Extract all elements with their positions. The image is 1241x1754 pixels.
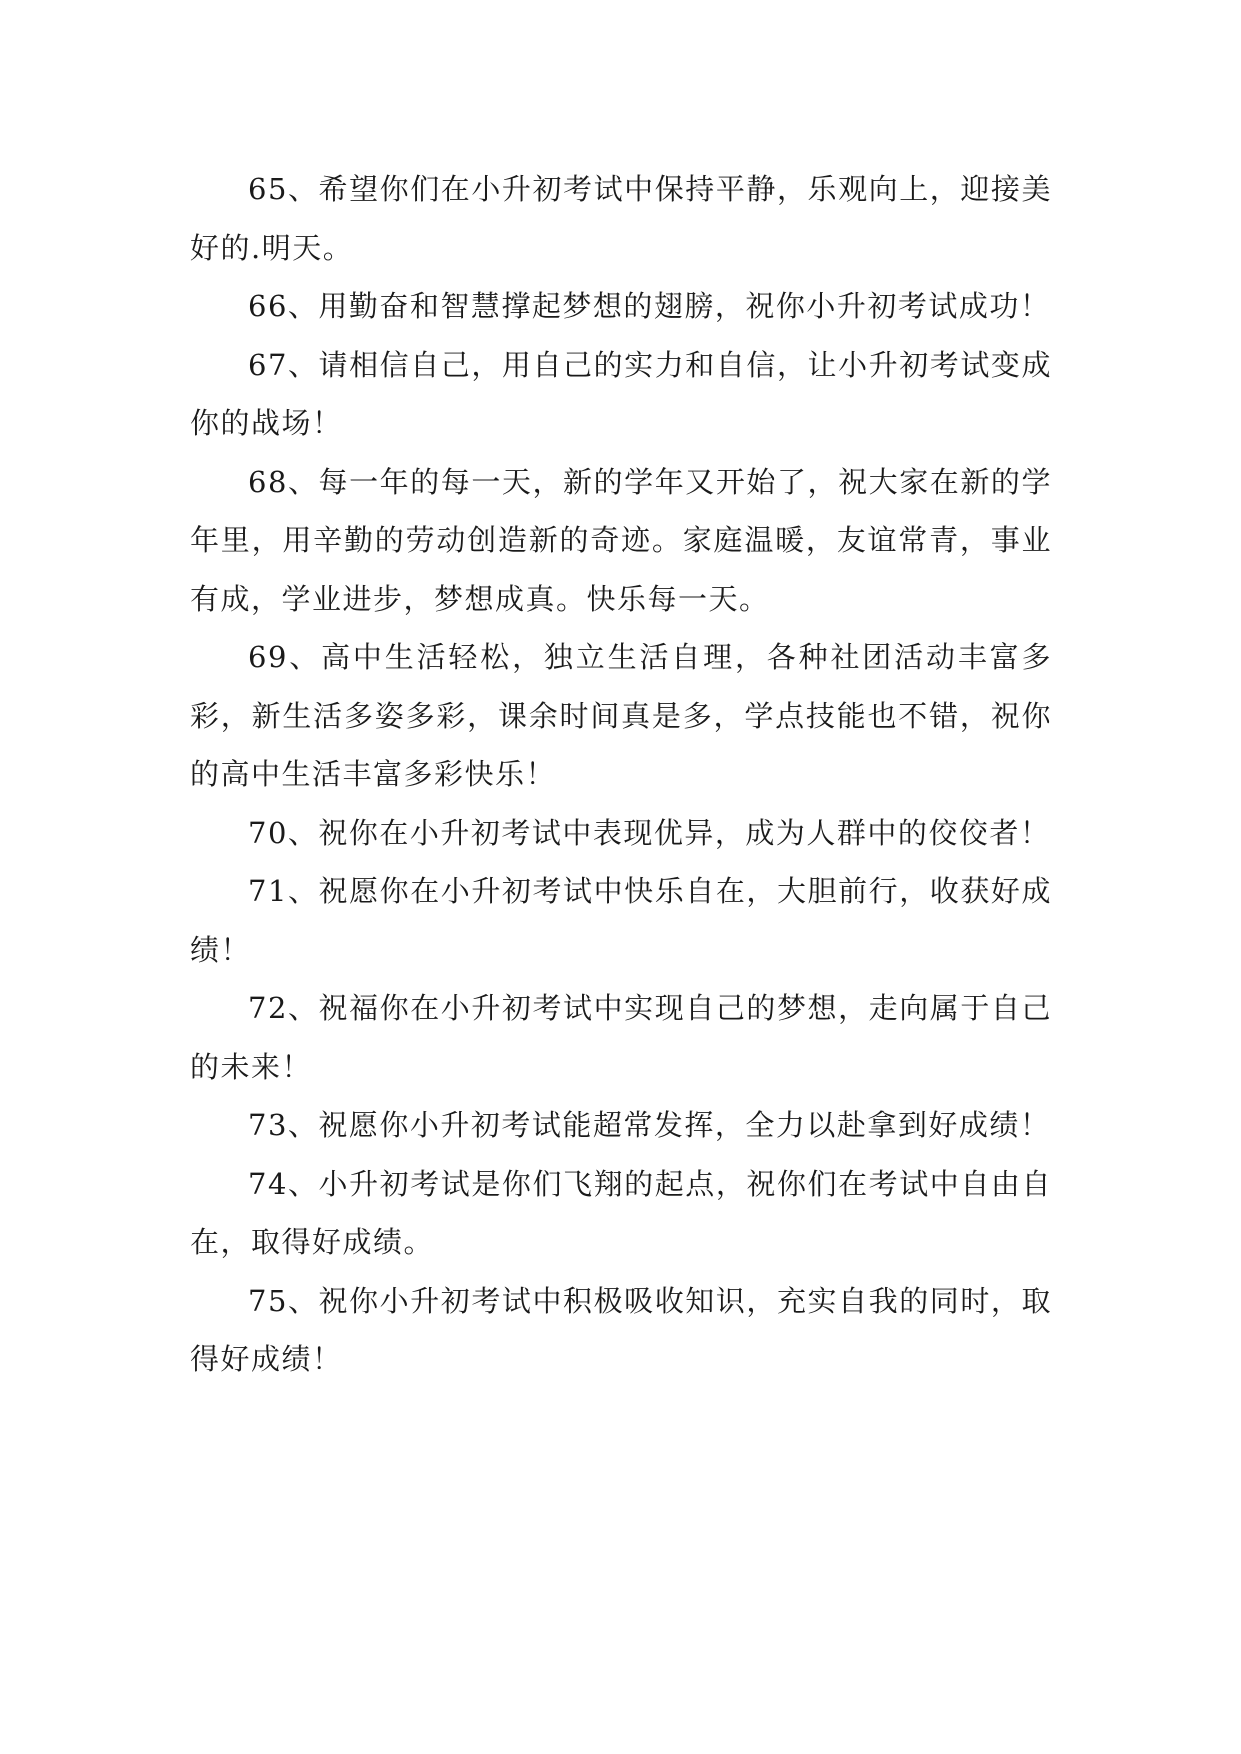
document-body <box>190 160 1052 1389</box>
paragraph-72: 72、祝福你在小升初考试中实现自己的梦想，走向属于自己的未来！ <box>190 991 1052 1084</box>
paragraph-75: 75、祝你小升初考试中积极吸收知识，充实自我的同时，取得好成绩！ <box>190 1283 1052 1376</box>
paragraph-68: 68、每一年的每一天，新的学年又开始了，祝大家在新的学年里，用辛勤的劳动创造新的奇迹。家庭温暖，友谊常青，事业有成，学业进步，梦想成真。快乐每一天。 <box>190 464 1052 616</box>
paragraph-71: 71、祝愿你在小升初考试中快乐自在，大胆前行，收获好成绩！ <box>190 874 1052 967</box>
paragraph-66: 66、用勤奋和智慧撑起梦想的翅膀，祝你小升初考试成功！ <box>248 289 1051 323</box>
paragraph-70: 70、祝你在小升初考试中表现优异，成为人群中的佼佼者！ <box>248 815 1051 850</box>
paragraph-69: 69、高中生活轻松，独立生活自理，各种社团活动丰富多彩，新生活多姿多彩，课余时间真是多，学点技能也不错，祝你的高中生活丰富多彩快乐！ <box>190 640 1052 791</box>
paragraph-74: 74、小升初考试是你们飞翔的起点，祝你们在考试中自由自在，取得好成绩。 <box>190 1166 1052 1259</box>
paragraph-65: 65、希望你们在小升初考试中保持平静，乐观向上，迎接美好的.明天。 <box>190 172 1052 265</box>
paragraph-73: 73、祝愿你小升初考试能超常发挥，全力以赴拿到好成绩！ <box>248 1108 1051 1142</box>
paragraph-67: 67、请相信自己，用自己的实力和自信，让小升初考试变成你的战场！ <box>190 347 1052 440</box>
